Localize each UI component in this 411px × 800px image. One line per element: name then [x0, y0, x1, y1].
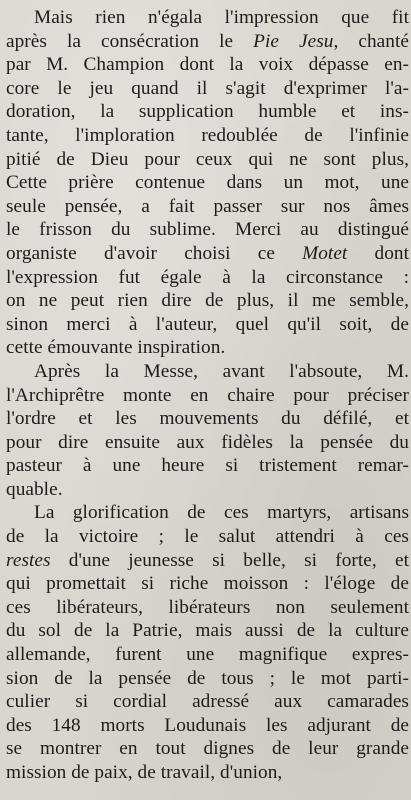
text-line — [6, 124, 409, 148]
text-line — [6, 100, 409, 124]
text-line — [6, 360, 409, 384]
text-line — [6, 431, 409, 455]
line-text: quable. — [6, 478, 63, 500]
line-text: ces libérateurs, libérateurs non seulement — [6, 596, 409, 618]
text-line — [6, 572, 409, 596]
text-line — [6, 6, 409, 30]
line-text: l'expression fut égale à la circonstance : — [6, 266, 409, 288]
text-line — [6, 407, 409, 431]
line-text: se montrer en tout dignes de leur grande — [6, 738, 409, 760]
line-text: tante, l'imploration redoublée de l'infinie — [6, 124, 409, 146]
line-text: Mais rien n'égala l'impression que fit — [34, 7, 409, 28]
text-line — [6, 218, 409, 242]
line-text: pasteur à une heure si tristement remar- — [6, 455, 409, 477]
text-line — [6, 667, 409, 691]
text-line — [6, 737, 409, 761]
text-line — [6, 714, 409, 738]
text-line — [6, 53, 409, 77]
italic-text: Motet — [302, 242, 348, 264]
text-line — [6, 501, 409, 525]
line-text: l'Archiprêtre monte en chaire pour préciser — [6, 384, 409, 406]
line-text: mission de paix, de travail, d'union, — [6, 762, 283, 783]
line-text: on ne peut rien dire de plus, il me semble, — [6, 290, 409, 312]
line-text: sion de la pensée de tous ; le mot parti- — [6, 667, 409, 689]
line-text: La glorification de ces martyrs, artisans — [34, 502, 409, 524]
text-line — [6, 596, 409, 620]
text-line — [6, 761, 409, 785]
text-line — [6, 549, 409, 573]
line-text: qui promettait si riche moisson : l'éloge de — [6, 573, 409, 595]
line-text: par M. Champion dont la voix dépasse en- — [6, 54, 409, 76]
paragraph — [6, 360, 409, 502]
text-line — [6, 242, 409, 266]
text-line — [6, 30, 409, 54]
line-text: Cette prière contenue dans un mot, une — [6, 172, 409, 194]
text-line — [6, 266, 409, 290]
text-line — [6, 454, 409, 478]
text-line — [6, 195, 409, 219]
text-line — [6, 384, 409, 408]
line-text: pour dire ensuite aux fidèles la pensée du — [6, 431, 409, 453]
text-line — [6, 478, 409, 502]
line-text: culier si cordial adressé aux camarades — [6, 691, 409, 713]
text-line — [6, 313, 409, 337]
line-text: de la victoire ; le salut attendri à ces — [6, 526, 409, 548]
line-text: l'ordre et les mouvements du défilé, et — [6, 408, 409, 430]
line-text: dont — [347, 242, 409, 264]
line-text: , chanté — [333, 30, 409, 52]
text-line — [6, 336, 409, 360]
text-line — [6, 171, 409, 195]
line-text: Après la Messe, avant l'absoute, M. — [34, 360, 409, 382]
text-line — [6, 77, 409, 101]
text-line — [6, 690, 409, 714]
line-text: après la consécration le — [6, 30, 254, 52]
line-text: du sol de la Patrie, mais aussi de la culture — [6, 620, 409, 642]
line-text: organiste d'avoir choisi ce — [6, 242, 303, 264]
line-text: allemande, furent une magnifique expres- — [6, 644, 409, 666]
line-text: sinon merci à l'auteur, quel qu'il soit, de — [6, 313, 409, 335]
italic-text: restes — [6, 549, 51, 571]
text-line — [6, 643, 409, 667]
text-line — [6, 525, 409, 549]
line-text: d'une jeunesse si belle, si forte, et — [50, 549, 409, 571]
line-text: doration, la supplication humble et ins- — [6, 101, 409, 123]
line-text: des 148 morts Loudunais les adjurant de — [6, 714, 409, 736]
paragraph — [6, 6, 409, 360]
line-text: pitié de Dieu pour ceux qui ne sont plus, — [6, 148, 409, 170]
text-line — [6, 619, 409, 643]
line-text: le frisson du sublime. Merci au distingué — [6, 219, 409, 241]
text-line — [6, 148, 409, 172]
italic-text: Pie Jesu — [253, 30, 334, 52]
line-text: cette émouvante inspiration. — [6, 337, 226, 359]
article-body — [6, 6, 409, 785]
text-line — [6, 289, 409, 313]
line-text: seule pensée, a fait passer sur nos âmes — [6, 195, 409, 217]
paragraph — [6, 501, 409, 784]
line-text: core le jeu quand il s'agit d'exprimer l'a- — [6, 77, 409, 99]
